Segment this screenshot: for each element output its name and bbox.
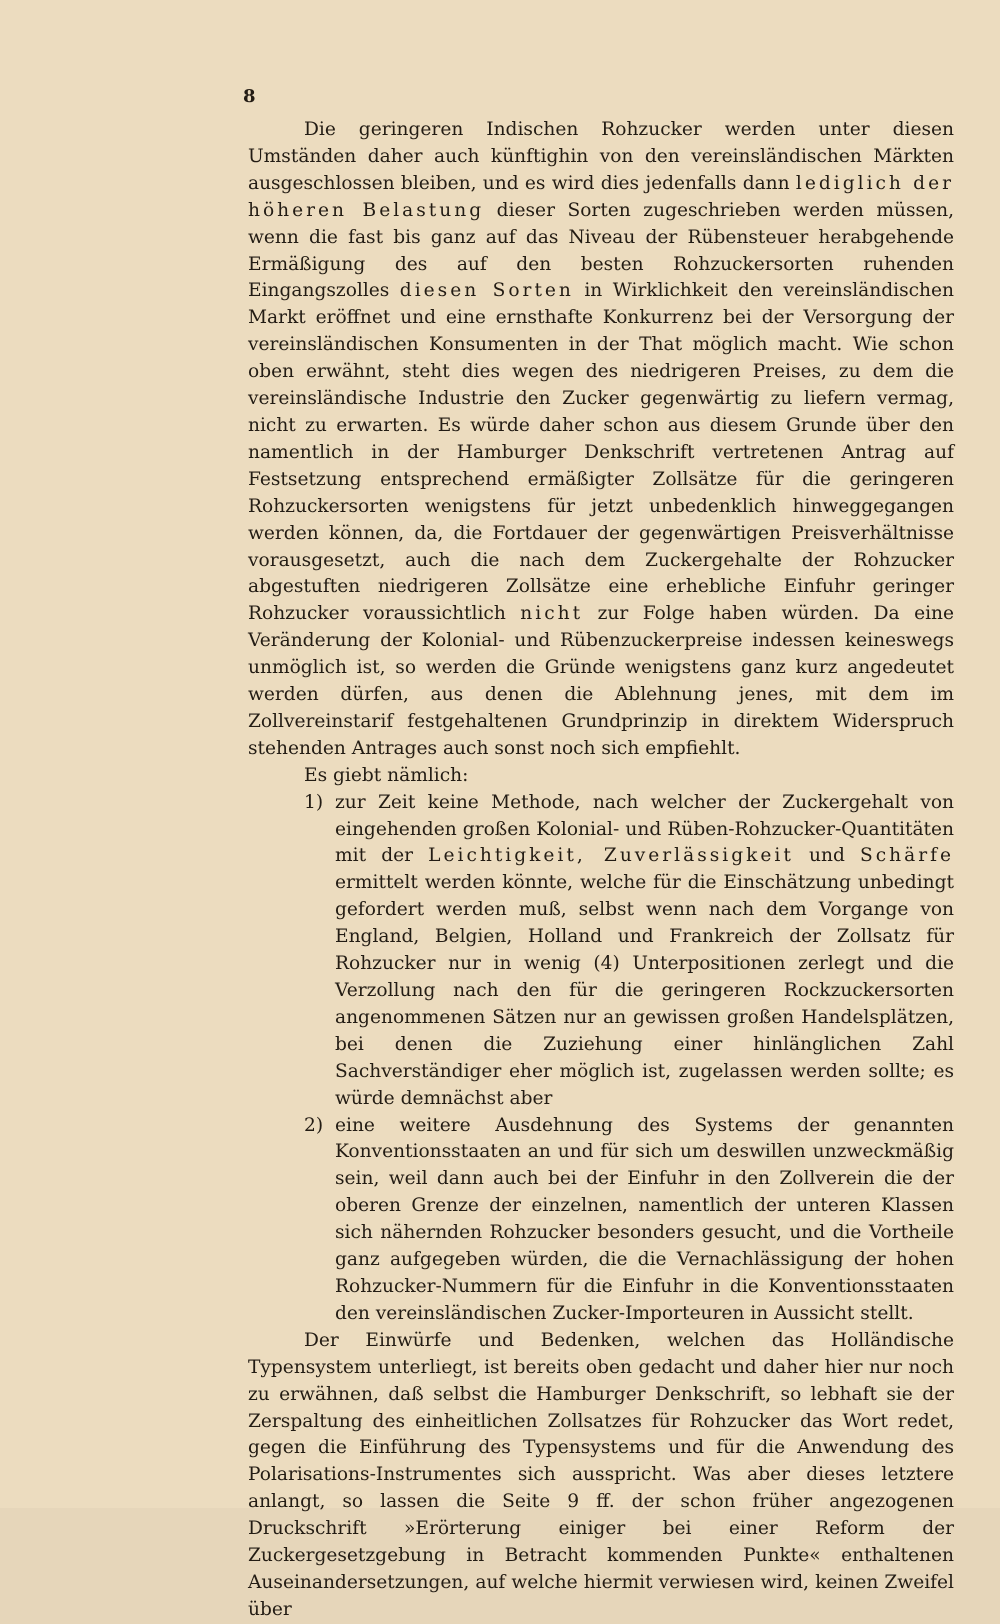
text-run: dieser Sorten zugeschrieben werden müssen, wenn die fast bis ganz auf das Niveau der Rübensteuer herabgehende Ermäßigung des auf den besten Rohzuckersorten ruhenden Eingangszolles bbox=[248, 199, 954, 302]
text-run: zur Zeit keine Methode, nach welcher der Zuckergehalt von eingehenden großen Kolonial- und Rüben-Rohzucker-Quantitäten mit der bbox=[335, 791, 954, 867]
text-run: zur Folge haben würden. Da eine Veränderung der Kolonial- und Rübenzuckerpreise indessen keineswegs unmöglich ist, so werden die Gründe wenigstens ganz kurz angedeutet werden dürfen, aus denen die Ablehnung jenes, mit dem im Zollvereinstarif festgehaltenen Grundprinzip in direktem Widerspruch stehenden Antrages auch sonst noch sich empfiehlt. bbox=[248, 603, 954, 759]
text-run: in Wirklichkeit den vereinsländischen Markt eröffnet und eine ernsthafte Konkurrenz bei der Versorgung der vereinsländischen Konsumenten in der That möglich macht. Wie schon oben erwähnt, steht dies wegen des niedrigeren Preises, zu dem die vereinsländische Industrie den Zucker gegenwärtig zu liefern vermag, nicht zu erwarten. Es würde daher schon aus diesem Grunde über den namentlich in der Hamburger Denkschrift vertretenen Antrag auf Festsetzung entsprechend ermäßigter Zollsätze für die geringeren Rohzuckersorten wenigstens für jetzt unbedenklich hinweggegangen werden können, da, die Fortdauer der gegenwärtigen Preisverhältnisse vorausgesetzt, auch die nach dem Zuckergehalte der Rohzucker abgestuften niedrigeren Zollsätze eine erhebliche Einfuhr geringer Rohzucker voraussichtlich bbox=[248, 280, 955, 625]
list-item bbox=[248, 1113, 954, 1328]
paragraph bbox=[248, 117, 954, 763]
paragraph: Es giebt nämlich: bbox=[304, 764, 469, 786]
list-item-number: 1) bbox=[304, 791, 324, 813]
emphasized-text: Leichtigkeit, Zuverlässigkeit bbox=[428, 845, 794, 867]
body-text bbox=[248, 117, 954, 1624]
emphasized-text: nicht bbox=[520, 603, 584, 625]
page-number: 8 bbox=[243, 86, 256, 107]
emphasized-text: diesen Sorten bbox=[399, 280, 574, 302]
emphasized-text: lediglich der höheren Belastung bbox=[248, 172, 954, 221]
list-item bbox=[248, 790, 954, 1113]
emphasized-text: Schärfe bbox=[860, 845, 954, 867]
text-run: Die geringeren Indischen Rohzucker werden unter diesen Umständen daher auch künftighin von den vereinsländischen Märkten ausgeschlossen bleiben, und es wird dies jedenfalls dann bbox=[248, 119, 954, 194]
text-run: und bbox=[793, 845, 860, 867]
list-item-number: 2) bbox=[304, 1114, 324, 1136]
paragraph: Der Einwürfe und Bedenken, welchen das Holländische Typensystem unterliegt, ist bereits oben gedacht und daher hier nur noch zu erwähnen, daß selbst die Hamburger Denkschrift, so lebhaft sie der Zerspaltung des einheitlichen Zollsatzes für Rohzucker das Wort redet, gegen die Einführung des Typensystems und für die Anwendung des Polarisations-Instrumentes sich ausspricht. Was aber dieses letztere anlangt, so lassen die Seite 9 ff. der schon früher angezogenen Druckschrift »Erörterung einiger bei einer Reform der Zuckergesetzgebung in Betracht kommenden Punkte« enthaltenen Auseinandersetzungen, auf welche hiermit verwiesen wird, keinen Zweifel über bbox=[248, 1329, 954, 1620]
text-run: eine weitere Ausdehnung des Systems der genannten Konventionsstaaten an und für sich um deswillen unzweckmäßig sein, weil dann auch bei der Einfuhr in den Zollverein die der oberen Grenze der einzelnen, namentlich der unteren Klassen sich nähernden Rohzucker besonders gesucht, und die Vortheile ganz aufgegeben würden, die die Vernachlässigung der hohen Rohzucker-Nummern für die Einfuhr in die Konventionsstaaten den vereinsländischen Zucker-Importeuren in Aussicht stellt. bbox=[335, 1114, 954, 1324]
text-run: ermittelt werden könnte, welche für die Einschätzung unbedingt gefordert werden muß, selbst wenn nach dem Vorgange von England, Belgien, Holland und Frankreich der Zollsatz für Rohzucker nur in wenig (4) Unterpositionen zerlegt und die Verzollung nach den für die geringeren Rockzuckersorten angenommenen Sätzen nur an gewissen großen Handelsplätzen, bei denen die Zuziehung einer hinlänglichen Zahl Sachverständiger eher möglich ist, zugelassen werden sollte; es würde demnächst aber bbox=[335, 872, 954, 1109]
